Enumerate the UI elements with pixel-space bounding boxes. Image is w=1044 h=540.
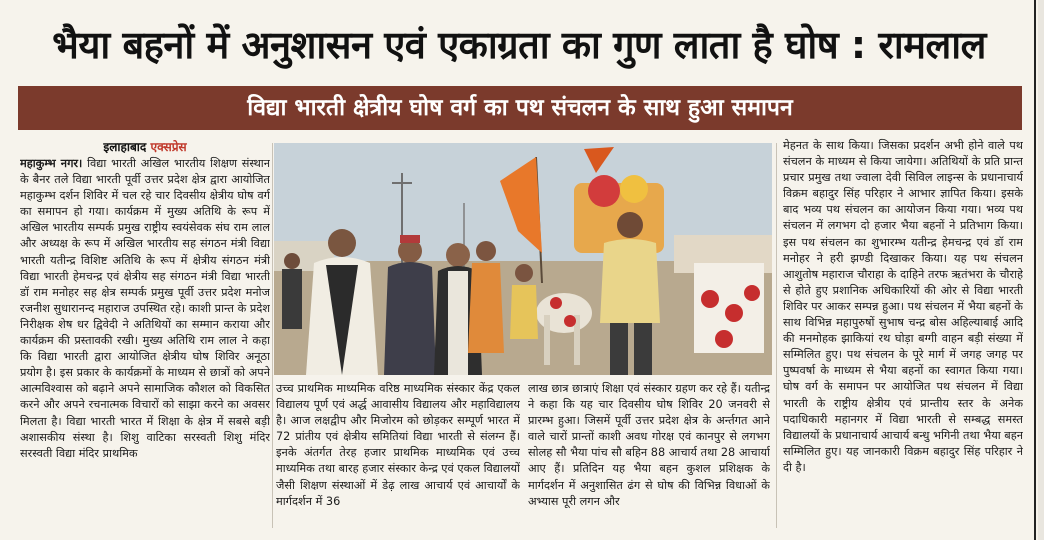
news-photo bbox=[274, 143, 772, 375]
byline bbox=[20, 138, 270, 156]
column-rule bbox=[1034, 0, 1036, 540]
article-column-3: लाख छात्र छात्राएं शिक्षा एवं संस्कार ग्रहण कर रहे हैं। यतीन्द्र ने कहा कि यह चार दिवसीय घोष शिविर 20 जनवरी से प्रारम्भ हुआ। जिसमें पूर्वी उत्तर प्रदेश क्षेत्र के अर्न्तगत आने वाले चारों प्रान्तों काशी अवध गोरक्ष एवं कानपुर से लगभग सोलह सौ भैया पांच सौ बहिन 88 आचार्य तथा 28 आचार्या आए हैं। प्रतिदिन यह भैया बहन कुशल प्रशिक्षक के मार्गदर्शन में अनुशासित ढंग से घोष की विभिन्न विधाओं के अभ्यास पूरी लगन और bbox=[528, 382, 770, 508]
article-text-1: विद्या भारती अखिल भारतीय शिक्षण संस्थान के बैनर तले विद्या भारती पूर्वी उत्तर प्रदेश क्षेत्र द्वारा आयोजित महाकुम्भ दर्शन शिविर में चल रहे चार दिवसीय क्षेत्रीय घोष वर्ग का समापन हो गया। कार्यक्रम में मुख्य अतिथि के रूप में अखिल भारतीय सम्पर्क प्रमुख राष्ट्रीय स्वयंसेवक संघ राम लाल और अध्यक्ष के रूप में अखिल भारतीय सह संगठन मंत्री विद्या भारती यतीन्द्र विशिष्ट अतिथि के रूप में क्षेत्रीय संगठन मंत्री विद्या भारती हेमचन्द्र एवं क्षेत्रीय सह संगठन मंत्री विद्या भारती डॉ राम मनोहर सह क्षेत्र सम्पर्क प्रमुख पूर्वी उत्तर प्रदेश मनोज रजनीश सुधारानन्द महाराज उपस्थित रहे। काशी प्रान्त के प्रदेश निरीक्षक शेष धर द्विवेदी ने अतिथियों का सम्मान कराया और कार्यक्रम की प्रस्तावकी रखी। मुख्य अतिथि राम लाल ने कहा कि विद्या भारती द्वारा आयोजित क्षेत्रीय घोष शिविर अनूठा प्रयोग है। इस प्रकार के कार्यक्रमों के माध्यम से छात्रों को अपने आत्मविश्वास को बढ़ाने अपने सामाजिक कौशल को विकसित करने और अपने रचनात्मक विचारों को साझा करने का अवसर मिलता है। विद्या भारती भारत में शिक्षा के क्षेत्र में सबसे बड़ी अशासकीय संस्था है। शिशु वाटिका सरस्वती शिशु मंदिर सरस्वती विद्या मंदिर प्राथमिक bbox=[20, 157, 270, 460]
article-column-4: मेहनत के साथ किया। जिसका प्रदर्शन अभी होने वाले पथ संचलन के माध्यम से किया जायेगा। अतिथियों के प्रति प्रान्त प्रचार प्रमुख तथा ज्वाला देवी सिविल लाइन्स के प्रधानाचार्य विक्रम बहादुर सिंह परिहार ने आभार ज्ञापित किया। इसके बाद भव्य पथ संचलन का आयोजन किया गया। भव्य पथ संचलन में लगभग दो हजार भैया बहनों ने प्रतिभाग किया। इस पथ संचलन का शुभारम्भ यतीन्द्र हेमचन्द्र एवं डॉ राम मनोहर ने हरी झण्डी दिखाकर किया। यह पथ संचलन आशुतोष महाराज चौराहा के दाहिने तरफ ऋतंभरा के चौराहे से होते हुए प्रशानिक अधिकारियों की ओर से विद्या भारती शिविर पर आकर सम्पन्न हुआ। पथ संचलन में भैया बहनों के साथ विभिन्न महापुरुषों सुभाष चन्द्र बोस अहिल्याबाई आदि की मनमोहक झाकियां रथ घोड़ा बग्गी वाहन बड़ी संख्या में सम्मिलित हुए। पथ संचलन के पूरे मार्ग में जगह जगह पर पुष्पवर्षा के माध्यम से भैया बहनों का स्वागत किया गया। घोष वर्ग के समापन पर आयोजित पथ संचलन में विद्या भारती के राष्ट्रीय क्षेत्रीय एवं प्रान्तीय स्तर के अनेक पदाधिकारी महानगर में विद्या भारती से सम्बद्ध समस्त विद्यालयों के प्रधानाचार्य आचार्य बन्धु भगिनी तथा भैया बहन सम्मिलित हुए। यह जानकारी विक्रम बहादुर सिंह परिहार ने दी है। bbox=[783, 139, 1023, 474]
column-divider bbox=[776, 143, 777, 528]
byline-location: इलाहाबाद bbox=[103, 140, 147, 154]
subheadline-banner: विद्या भारती क्षेत्रीय घोष वर्ग का पथ संचलन के साथ हुआ समापन bbox=[18, 86, 1022, 130]
article-dateline: महाकुम्भ नगर। bbox=[20, 157, 83, 170]
article-column-1 bbox=[20, 156, 270, 526]
headline: भैया बहनों में अनुशासन एवं एकाग्रता का गुण लाता है घोष : रामलाल bbox=[52, 23, 986, 67]
byline-paper: एक्सप्रेस bbox=[150, 140, 187, 154]
column-divider bbox=[272, 143, 273, 528]
article-column-2: उच्च प्राथमिक माध्यमिक वरिष्ठ माध्यमिक संस्कार केंद्र एकल विद्यालय पूर्ण एवं अर्द्ध आवासीय विद्यालय और महाविद्यालय है। आज लक्षद्वीप और मिजोरम को छोड़कर सम्पूर्ण भारत में 72 प्रांतीय एवं क्षेत्रीय समितियां विद्या भारती से संलग्न हैं। इनके अंतर्गत तेरह हजार प्राथमिक माध्यमिक एवं उच्च माध्यमिक तथा बारह हजार संस्कार केन्द्र एवं एकल विद्यालयों जैसी शिक्षण संस्थाओं में डेढ़ लाख आचार्य एवं आचार्यों के मार्गदर्शन में 36 bbox=[276, 382, 520, 508]
photo-illustration bbox=[274, 143, 772, 375]
page-edge bbox=[1038, 0, 1044, 540]
